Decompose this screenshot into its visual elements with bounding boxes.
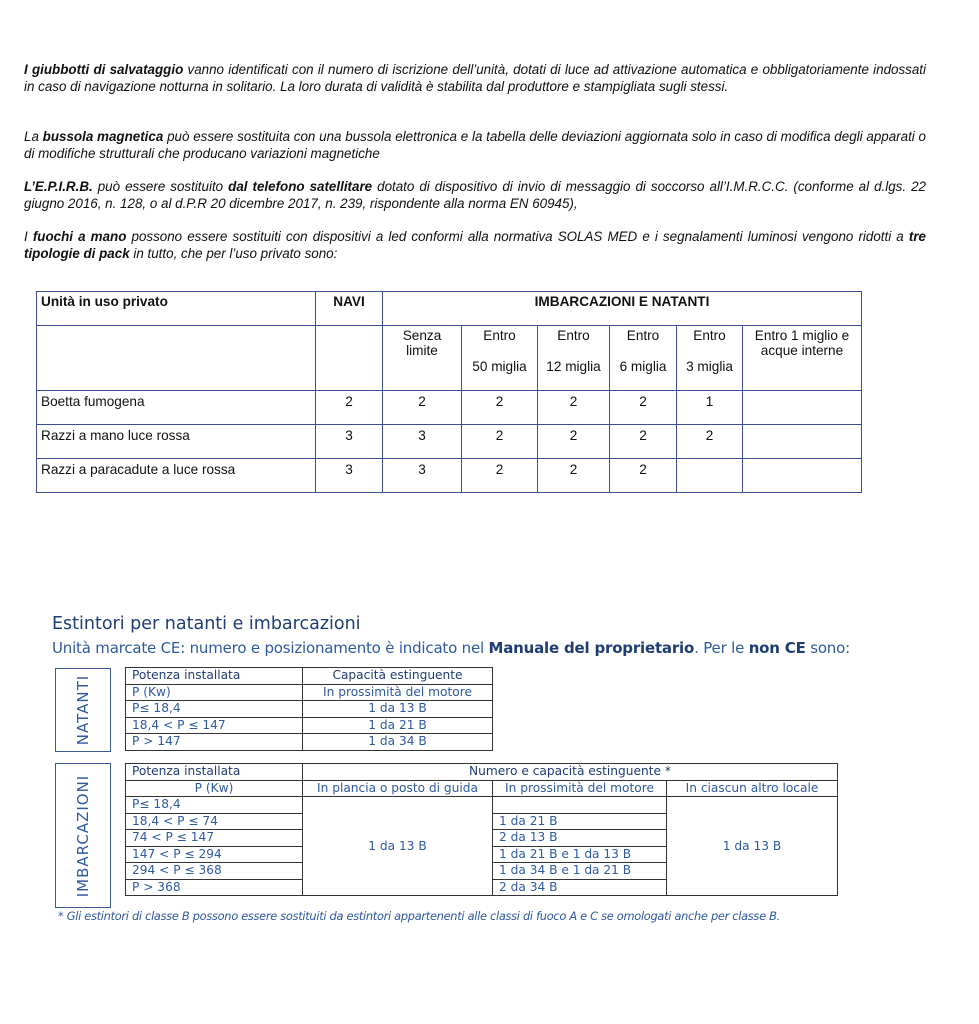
cell-power: 147 < P ≤ 294 <box>126 846 303 863</box>
bold-term: bussola magnetica <box>42 129 164 144</box>
imbarcazioni-label-box <box>55 763 111 908</box>
cell: 2 <box>462 459 538 493</box>
cell: 2 <box>610 391 677 425</box>
header-imbarcazioni-natanti: IMBARCAZIONI E NATANTI <box>383 292 862 326</box>
empty-cell <box>37 326 316 391</box>
cell: 2 <box>538 425 610 459</box>
cell-motore <box>493 797 667 814</box>
cell: 1 <box>677 391 743 425</box>
subheader-altro-locale: In ciascun altro locale <box>667 780 838 797</box>
subheader-50-miglia: Entro 50 miglia <box>462 326 538 391</box>
table-header-row <box>126 668 493 685</box>
header-numero-capacita: Numero e capacità estinguente * <box>303 764 838 781</box>
cell <box>743 459 862 493</box>
header-potenza: Potenza installata <box>126 668 303 685</box>
cell: 2 <box>538 459 610 493</box>
cell-capacity: 1 da 21 B <box>303 717 493 734</box>
cell-power: 74 < P ≤ 147 <box>126 830 303 847</box>
table-row <box>126 717 493 734</box>
cell-power: P > 147 <box>126 734 303 751</box>
imbarcazioni-label: IMBARCAZIONI <box>74 774 93 897</box>
natanti-label: NATANTI <box>74 674 93 746</box>
row-label: Boetta fumogena <box>37 391 316 425</box>
row-label: Razzi a mano luce rossa <box>37 425 316 459</box>
cell: 2 <box>462 391 538 425</box>
cell: 3 <box>383 425 462 459</box>
cell-power: P > 368 <box>126 879 303 896</box>
cell-motore: 1 da 34 B e 1 da 21 B <box>493 863 667 880</box>
cell-altro-locale: 1 da 13 B <box>667 797 838 896</box>
subtitle-text: sono: <box>805 639 850 657</box>
cell: 2 <box>610 425 677 459</box>
paragraph-epirb <box>24 178 926 212</box>
table-row <box>126 797 838 814</box>
bold-term: L’E.P.I.R.B. <box>24 179 93 194</box>
header-unit: Unità in uso privato <box>37 292 316 326</box>
table-header-row <box>126 764 838 781</box>
cell: 2 <box>383 391 462 425</box>
subtitle-bold: Manuale del proprietario <box>488 639 695 657</box>
subheader-pkw: P (Kw) <box>126 684 303 701</box>
subheader-senza-limite: Senza limite <box>383 326 462 391</box>
cell-navi: 2 <box>316 391 383 425</box>
header-capacita: Capacità estinguente <box>303 668 493 685</box>
cell: 2 <box>610 459 677 493</box>
bold-term: fuochi a mano <box>32 229 127 244</box>
table-row <box>126 734 493 751</box>
subheader-6-miglia: Entro 6 miglia <box>610 326 677 391</box>
table-row <box>126 701 493 718</box>
bold-term: I giubbotti di salvataggio <box>24 62 184 77</box>
subheader-motore: In prossimità del motore <box>303 684 493 701</box>
cell-power: 18,4 < P ≤ 74 <box>126 813 303 830</box>
paragraph-text: possono essere sostituiti con dispositivi a led conformi alla normativa SOLAS MED e i segnalamenti luminosi vengono ridotti a <box>126 229 909 244</box>
cell-motore: 1 da 21 B <box>493 813 667 830</box>
paragraph-hand-flares <box>24 228 926 262</box>
cell-power: 294 < P ≤ 368 <box>126 863 303 880</box>
footnote: * Gli estintori di classe B possono essere sostituiti da estintori appartenenti alle classi di fuoco A e C se omologati anche per classe B. <box>58 909 780 923</box>
paragraph-text: I <box>24 229 33 244</box>
cell-motore: 1 da 21 B e 1 da 13 B <box>493 846 667 863</box>
cell: 2 <box>462 425 538 459</box>
cell <box>677 459 743 493</box>
subheader-motore: In prossimità del motore <box>493 780 667 797</box>
cell-plancia: 1 da 13 B <box>303 797 493 896</box>
table-subheader-row <box>126 780 838 797</box>
cell <box>743 391 862 425</box>
subtitle-bold: non CE <box>748 639 806 657</box>
subheader-12-miglia: Entro 12 miglia <box>538 326 610 391</box>
pack-table <box>36 291 862 493</box>
subheader-3-miglia: Entro 3 miglia <box>677 326 743 391</box>
natanti-label-box <box>55 668 111 752</box>
paragraph-text: può essere sostituito <box>92 179 229 194</box>
bold-term: dal telefono satellitare <box>228 179 373 194</box>
cell-power: P≤ 18,4 <box>126 701 303 718</box>
subheader-pkw: P (Kw) <box>126 780 303 797</box>
bold-term: tre tipologie di pack <box>24 229 926 262</box>
paragraph-text: La <box>24 129 43 144</box>
paragraph-text: vanno identificati con il numero di iscrizione dell’unità, dotati di luce ad attivazione automatica e obbligatoriamente indossati in caso di navigazione notturna in solitario. La loro durata di validità è stabilita dal produttore e stampigliata sugli stessi. <box>24 62 926 95</box>
imbarcazioni-table <box>125 763 838 896</box>
header-potenza: Potenza installata <box>126 764 303 781</box>
cell-navi: 3 <box>316 425 383 459</box>
subtitle-text: Unità marcate CE: numero e posizionamento è indicato nel <box>52 639 489 657</box>
cell-power: 18,4 < P ≤ 147 <box>126 717 303 734</box>
subheader-plancia: In plancia o posto di guida <box>303 780 493 797</box>
cell-motore: 2 da 34 B <box>493 879 667 896</box>
cell-capacity: 1 da 34 B <box>303 734 493 751</box>
paragraph-text: in tutto, che per l’uso privato sono: <box>129 246 338 262</box>
empty-cell <box>316 326 383 391</box>
cell-navi: 3 <box>316 459 383 493</box>
section-title: Estintori per natanti e imbarcazioni <box>52 614 361 634</box>
paragraph-text: può essere sostituita con una bussola elettronica e la tabella delle deviazioni aggiornata solo in caso di modifica degli apparati o di modifiche strutturali che producano variazioni magnetiche <box>24 129 926 162</box>
section-subtitle <box>52 639 850 657</box>
cell-power: P≤ 18,4 <box>126 797 303 814</box>
subtitle-text: . Per le <box>694 639 749 657</box>
natanti-table <box>125 667 493 751</box>
paragraph-life-jackets <box>24 61 926 95</box>
table-row <box>37 391 862 425</box>
cell-motore: 2 da 13 B <box>493 830 667 847</box>
row-label: Razzi a paracadute a luce rossa <box>37 459 316 493</box>
cell <box>743 425 862 459</box>
paragraph-compass <box>24 128 926 162</box>
cell: 2 <box>538 391 610 425</box>
table-header-row <box>37 292 862 326</box>
table-row <box>37 425 862 459</box>
cell-capacity: 1 da 13 B <box>303 701 493 718</box>
subheader-1-miglio: Entro 1 miglio e acque interne <box>743 326 862 391</box>
table-row <box>37 459 862 493</box>
table-subheader-row <box>126 684 493 701</box>
cell: 3 <box>383 459 462 493</box>
cell: 2 <box>677 425 743 459</box>
paragraph-text: dotato di dispositivo di invio di messaggio di soccorso all’I.M.R.C.C. (conforme al d.lgs. 22 giugno 2016, n. 128, o al d.P.R 20 dicembre 2017, n. 239, rispondente alla norma EN 60945), <box>24 179 926 212</box>
table-subheader-row <box>37 326 862 391</box>
header-navi: NAVI <box>316 292 383 326</box>
